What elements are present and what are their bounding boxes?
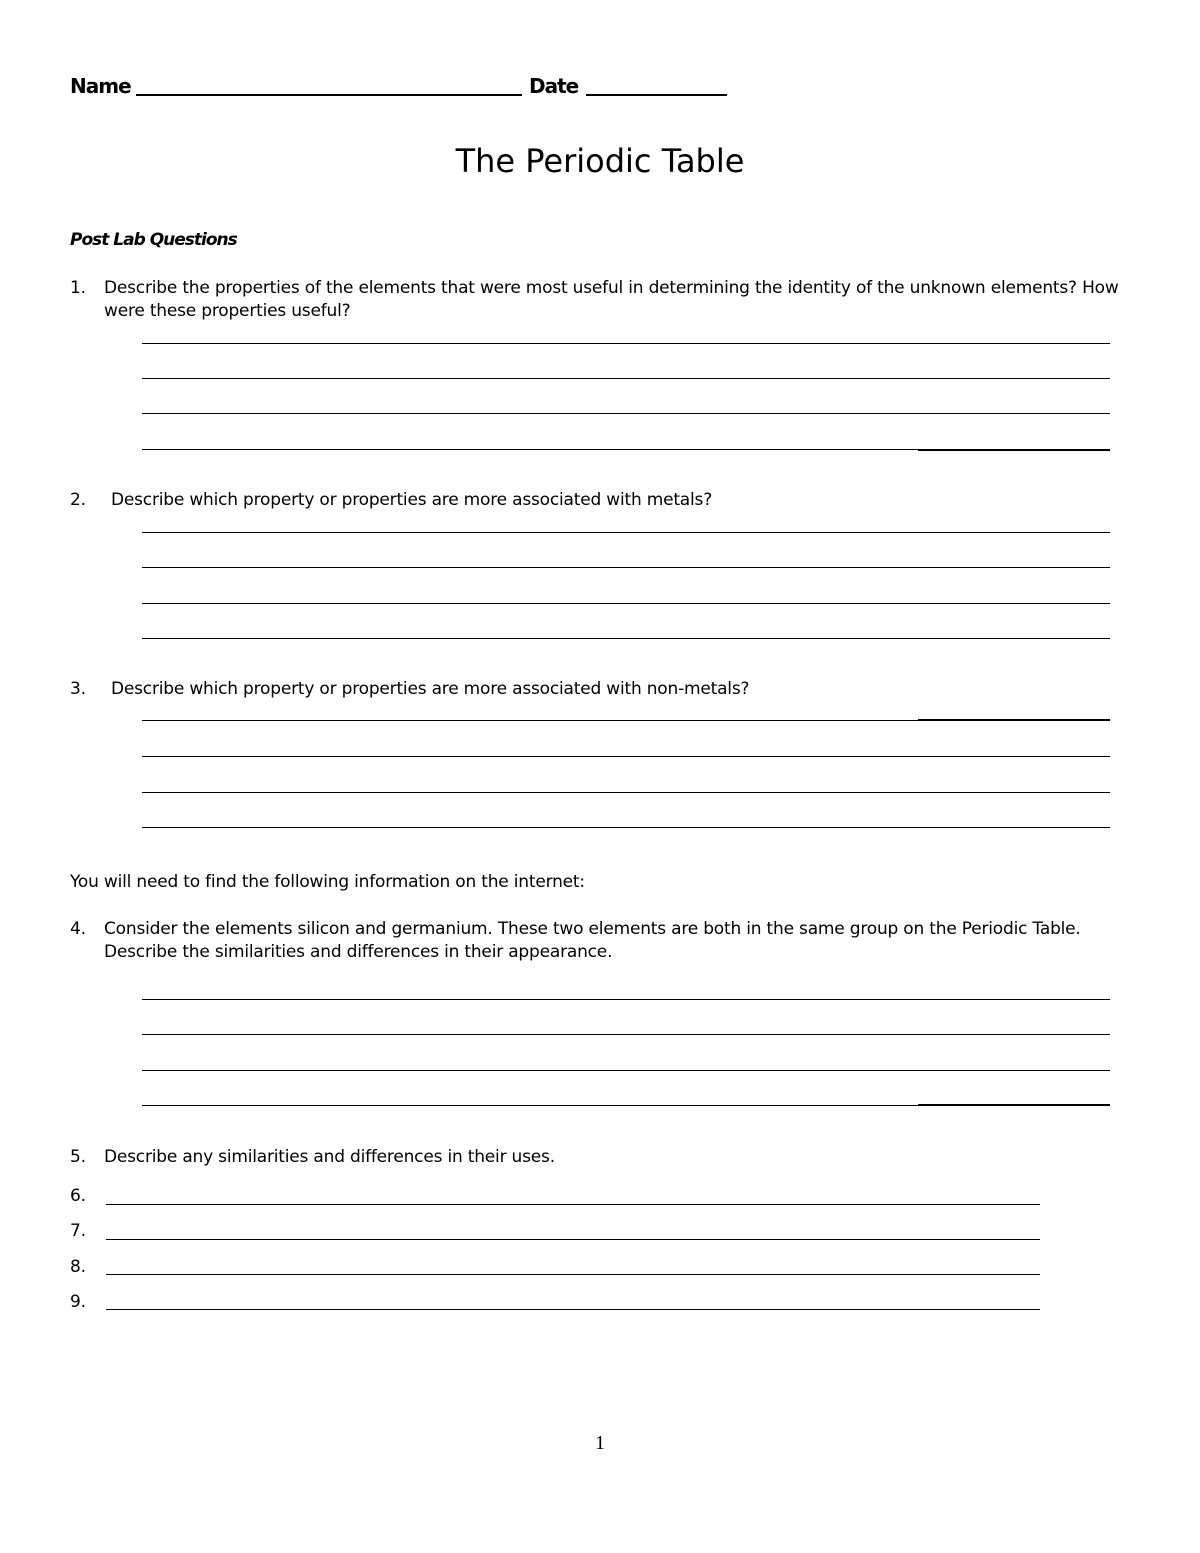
answer-line[interactable] bbox=[142, 1034, 1110, 1035]
answer-line[interactable] bbox=[106, 1274, 1040, 1275]
page-number: 1 bbox=[595, 1432, 605, 1454]
question-text: Describe the properties of the elements that were most useful in determining the identity of the unknown elements? How were these properties useful? bbox=[104, 278, 1119, 321]
answer-line[interactable] bbox=[142, 343, 1110, 344]
question-number: 1. bbox=[70, 278, 86, 298]
question-number: 8. bbox=[70, 1257, 86, 1277]
answer-line[interactable] bbox=[142, 999, 1110, 1000]
date-field[interactable] bbox=[586, 94, 727, 96]
question-number: 2. bbox=[70, 490, 86, 510]
name-label: Name bbox=[70, 74, 131, 98]
answer-line-segment bbox=[918, 449, 1110, 451]
question-number: 9. bbox=[70, 1292, 86, 1312]
answer-line[interactable] bbox=[142, 567, 1110, 568]
question-number: 3. bbox=[70, 679, 86, 699]
question-number: 4. bbox=[70, 919, 86, 939]
answer-line[interactable] bbox=[142, 603, 1110, 604]
page-title: The Periodic Table bbox=[455, 142, 745, 180]
question-text: Consider the elements silicon and germanium. These two elements are both in the same group on the Periodic Table. Describe the similarities and differences in their appearance. bbox=[104, 919, 1081, 962]
answer-line[interactable] bbox=[106, 1309, 1040, 1310]
question-number: 5. bbox=[70, 1147, 86, 1167]
answer-line[interactable] bbox=[142, 532, 1110, 533]
question-text: Describe any similarities and differences in their uses. bbox=[104, 1147, 555, 1167]
answer-line[interactable] bbox=[142, 638, 1110, 639]
question-number: 6. bbox=[70, 1186, 86, 1206]
answer-line[interactable] bbox=[142, 413, 1110, 414]
question-text: Describe which property or properties are more associated with non-metals? bbox=[111, 679, 750, 699]
answer-line[interactable] bbox=[142, 756, 1110, 757]
question-text: Describe which property or properties are more associated with metals? bbox=[111, 490, 713, 510]
answer-line[interactable] bbox=[142, 378, 1110, 379]
section-heading: Post Lab Questions bbox=[70, 230, 237, 250]
answer-line[interactable] bbox=[106, 1239, 1040, 1240]
answer-line[interactable] bbox=[106, 1204, 1040, 1205]
answer-line-segment bbox=[918, 719, 1110, 721]
answer-line-segment bbox=[918, 1104, 1110, 1106]
answer-line[interactable] bbox=[142, 1070, 1110, 1071]
answer-line[interactable] bbox=[142, 827, 1110, 828]
answer-line[interactable] bbox=[142, 792, 1110, 793]
question-number: 7. bbox=[70, 1221, 86, 1241]
date-label: Date bbox=[529, 74, 579, 98]
internet-instruction: You will need to find the following information on the internet: bbox=[70, 872, 585, 892]
name-field[interactable] bbox=[136, 94, 522, 96]
